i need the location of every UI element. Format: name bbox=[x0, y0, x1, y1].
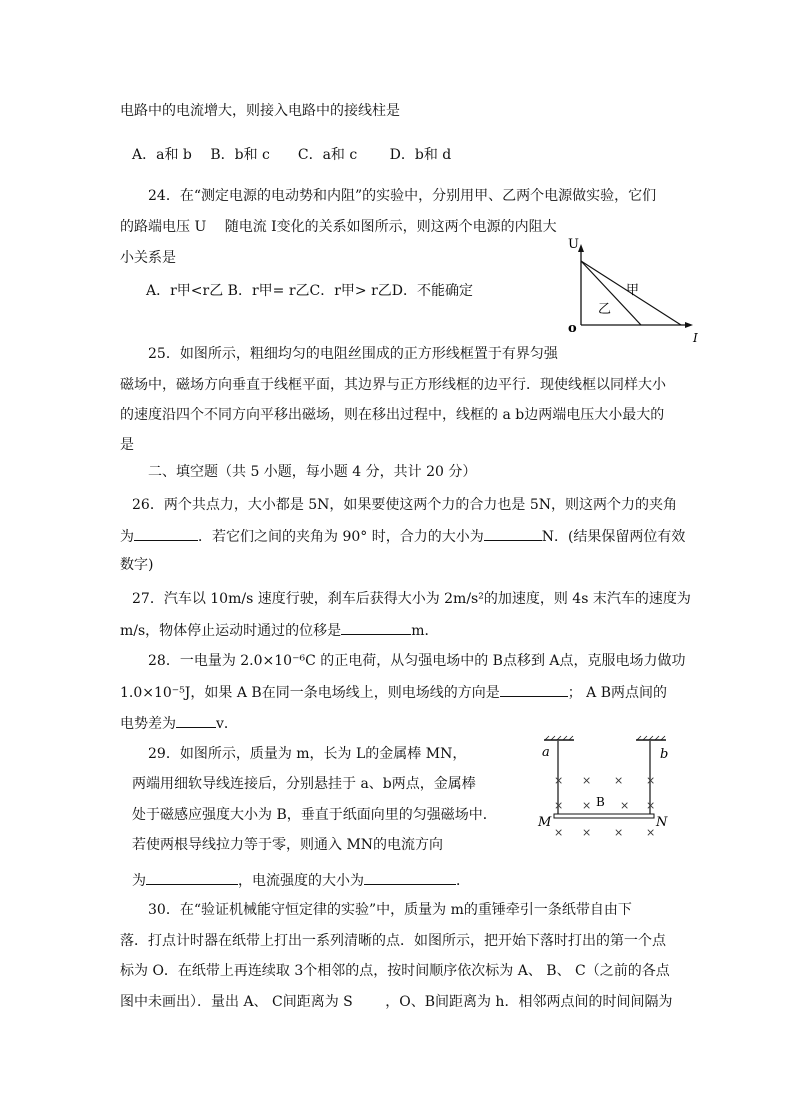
metal-rod bbox=[554, 814, 654, 818]
answer-blank[interactable] bbox=[176, 713, 216, 728]
answer-blank[interactable] bbox=[364, 870, 456, 885]
q25-stem: 是 bbox=[120, 437, 134, 453]
q30-stem: 图中未画出）．量出 A、 C间距离为 S ，O、B间距离为 h．相邻两点间的时间间隔为 bbox=[120, 994, 673, 1010]
q29-stem: 若使两根导线拉力等于零，则通入 MN的电流方向 bbox=[132, 837, 444, 853]
q27-text: m/s，物体停止运动时通过的位移是 bbox=[120, 623, 342, 639]
q24-options: A．r甲<r乙 B．r甲= r乙C．r甲> r乙D．不能确定 bbox=[146, 283, 474, 299]
answer-blank[interactable] bbox=[500, 682, 568, 697]
point-a-label: a bbox=[542, 745, 550, 760]
field-cross: × bbox=[554, 826, 564, 839]
i-label: I bbox=[693, 331, 698, 345]
q28-text: v． bbox=[216, 716, 238, 732]
answer-blank[interactable] bbox=[341, 620, 411, 635]
q29-text: ，电流强度的大小为 bbox=[238, 873, 364, 889]
q25-stem: 25．如图所示，粗细均匀的电阻丝围成的正方形线框置于有界匀强 bbox=[148, 346, 558, 362]
q30-stem: 落．打点计时器在纸带上打出一系列清晰的点．如图所示，把开始下落时打出的第一个点 bbox=[120, 933, 666, 949]
answer-blank[interactable] bbox=[134, 526, 198, 541]
q27-text: m． bbox=[411, 623, 439, 639]
u-label: U bbox=[568, 237, 579, 252]
q27-stem: 27．汽车以 10m/s 速度行驶，刹车后获得大小为 2m/s²的加速度，则 4s 末汽车的速度为 bbox=[132, 591, 691, 607]
field-cross: × bbox=[614, 774, 624, 787]
origin-label: o bbox=[568, 321, 577, 336]
point-n-label: N bbox=[656, 815, 668, 830]
q29-stem: 处于磁感应强度大小为 B，垂直于纸面向里的匀强磁场中． bbox=[132, 807, 497, 823]
field-cross: × bbox=[582, 799, 592, 812]
q26-stem bbox=[120, 526, 685, 546]
q24-stem: 24．在“测定电源的电动势和内阻”的实验中，分别用甲、乙两个电源做实验，它们 bbox=[148, 188, 657, 204]
jia-label: 甲 bbox=[626, 283, 640, 298]
answer-blank[interactable] bbox=[146, 870, 238, 885]
field-cross: × bbox=[582, 774, 592, 787]
q28-stem bbox=[120, 682, 667, 702]
yi-label: 乙 bbox=[598, 302, 612, 317]
q26-text: N．(结果保留两位有效 bbox=[541, 529, 686, 545]
q25-stem: 的速度沿四个不同方向平移出磁场，则在移出过程中，线框的 a b边两端电压大小最大的 bbox=[120, 407, 665, 423]
q26-stem: 数字) bbox=[120, 557, 154, 573]
q25-stem: 磁场中，磁场方向垂直于线框平面，其边界与正方形线框的边平行．现使线框以同样大小 bbox=[120, 377, 666, 393]
q30-stem: 标为 O．在纸带上再连续取 3个相邻的点，按时间顺序依次标为 A、 B、 C（之前的各点 bbox=[120, 963, 670, 979]
field-cross: × bbox=[646, 774, 656, 787]
q24-stem: 的路端电压 U 随电流 I变化的关系如图所示，则这两个电源的内阻大 bbox=[120, 219, 557, 235]
q29-stem bbox=[132, 870, 470, 890]
field-cross: × bbox=[646, 799, 656, 812]
q28-stem bbox=[120, 713, 238, 733]
q29-text: 为 bbox=[132, 873, 146, 889]
point-b-label: b bbox=[660, 747, 669, 762]
section-heading: 二、填空题（共 5 小题，每小题 4 分，共计 20 分） bbox=[148, 464, 477, 480]
field-cross: × bbox=[582, 826, 592, 839]
q26-text: ．若它们之间的夹角为 90° 时，合力的大小为 bbox=[198, 529, 484, 545]
text-line: 电路中的电流增大，则接入电路中的接线柱是 bbox=[120, 103, 400, 119]
field-cross: × bbox=[620, 799, 630, 812]
q28-text: 电势差为 bbox=[120, 716, 176, 732]
q24-stem: 小关系是 bbox=[120, 250, 176, 266]
q29-stem: 两端用细软导线连接后，分别悬挂于 a、b两点，金属棒 bbox=[132, 776, 476, 792]
q23-options: A．a和 b B．b和 c C．a和 c D．b和 d bbox=[132, 147, 452, 163]
q29-stem: 29．如图所示，质量为 m，长为 L的金属棒 MN， bbox=[148, 746, 467, 762]
field-cross: × bbox=[554, 799, 564, 812]
answer-blank[interactable] bbox=[484, 526, 542, 541]
magnetic-field-figure bbox=[532, 733, 682, 845]
field-cross: × bbox=[554, 774, 564, 787]
field-cross: × bbox=[646, 826, 656, 839]
field-b-label: B bbox=[596, 795, 605, 809]
q30-stem: 30．在“验证机械能守恒定律的实验”中，质量为 m的重锤牵引一条纸带自由下 bbox=[148, 902, 632, 918]
i-axis-arrow bbox=[685, 322, 693, 328]
q28-stem: 28．一电量为 2.0×10⁻⁶C 的正电荷，从匀强电场中的 B点移到 A点，克服电场力做功 bbox=[148, 653, 686, 669]
ui-graph-figure bbox=[562, 234, 712, 346]
q27-stem bbox=[120, 620, 438, 640]
q28-text: 1.0×10⁻⁵J，如果 A B在同一条电场线上，则电场线的方向是 bbox=[120, 685, 500, 701]
q26-stem: 26．两个共点力，大小都是 5N，如果要使这两个力的合力也是 5N，则这两个力的夹角 bbox=[132, 497, 678, 513]
field-cross: × bbox=[614, 826, 624, 839]
q28-text: ； A B两点间的 bbox=[567, 685, 668, 701]
q26-text: 为 bbox=[120, 529, 134, 545]
q29-text: ． bbox=[456, 873, 470, 889]
point-m-label: M bbox=[538, 815, 552, 830]
